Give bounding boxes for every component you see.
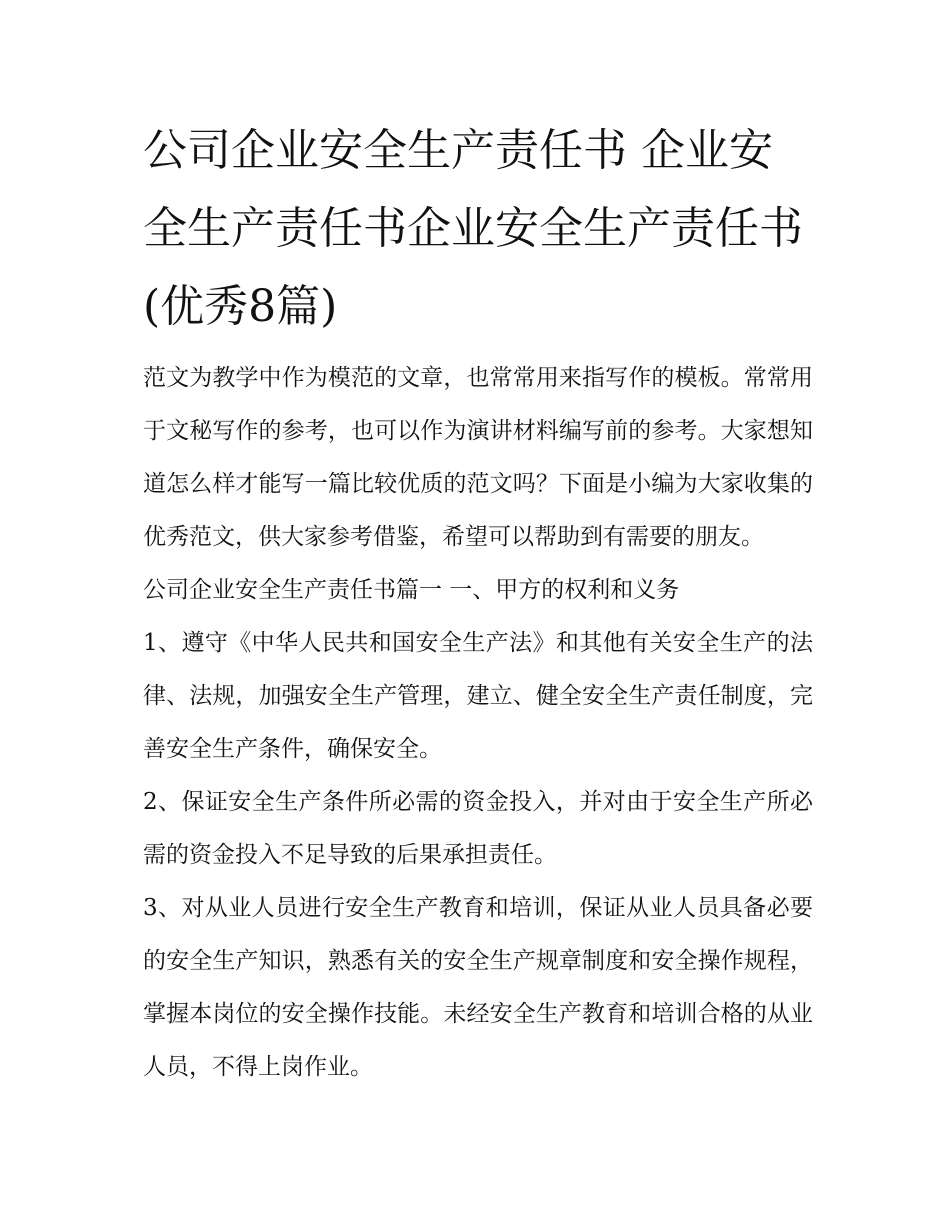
intro-paragraph: 范文为教学中作为模范的文章，也常常用来指写作的模板。常常用于文秘写作的参考，也可以作为演讲材料编写前的参考。大家想知道怎么样才能写一篇比较优质的范文吗？下面是小编为大家收集的优秀范文，供大家参考借鉴，希望可以帮助到有需要的朋友。 bbox=[143, 365, 813, 550]
document-body bbox=[143, 112, 813, 1094]
clause-2: 2、保证安全生产条件所必需的资金投入，并对由于安全生产所必需的资金投入不足导致的后果承担责任。 bbox=[143, 789, 813, 868]
section-heading: 公司企业安全生产责任书篇一 一、甲方的权利和义务 bbox=[143, 577, 680, 603]
document-title: 公司企业安全生产责任书 企业安全生产责任书企业安全生产责任书(优秀8篇) bbox=[143, 125, 803, 332]
clause-1: 1、遵守《中华人民共和国安全生产法》和其他有关安全生产的法律、法规，加强安全生产管理，建立、健全安全生产责任制度，完善安全生产条件，确保安全。 bbox=[143, 630, 813, 762]
clause-3: 3、对从业人员进行安全生产教育和培训，保证从业人员具备必要的安全生产知识，熟悉有关的安全生产规章制度和安全操作规程，掌握本岗位的安全操作技能。未经安全生产教育和培训合格的从业人员，不得上岗作业。 bbox=[143, 895, 813, 1080]
